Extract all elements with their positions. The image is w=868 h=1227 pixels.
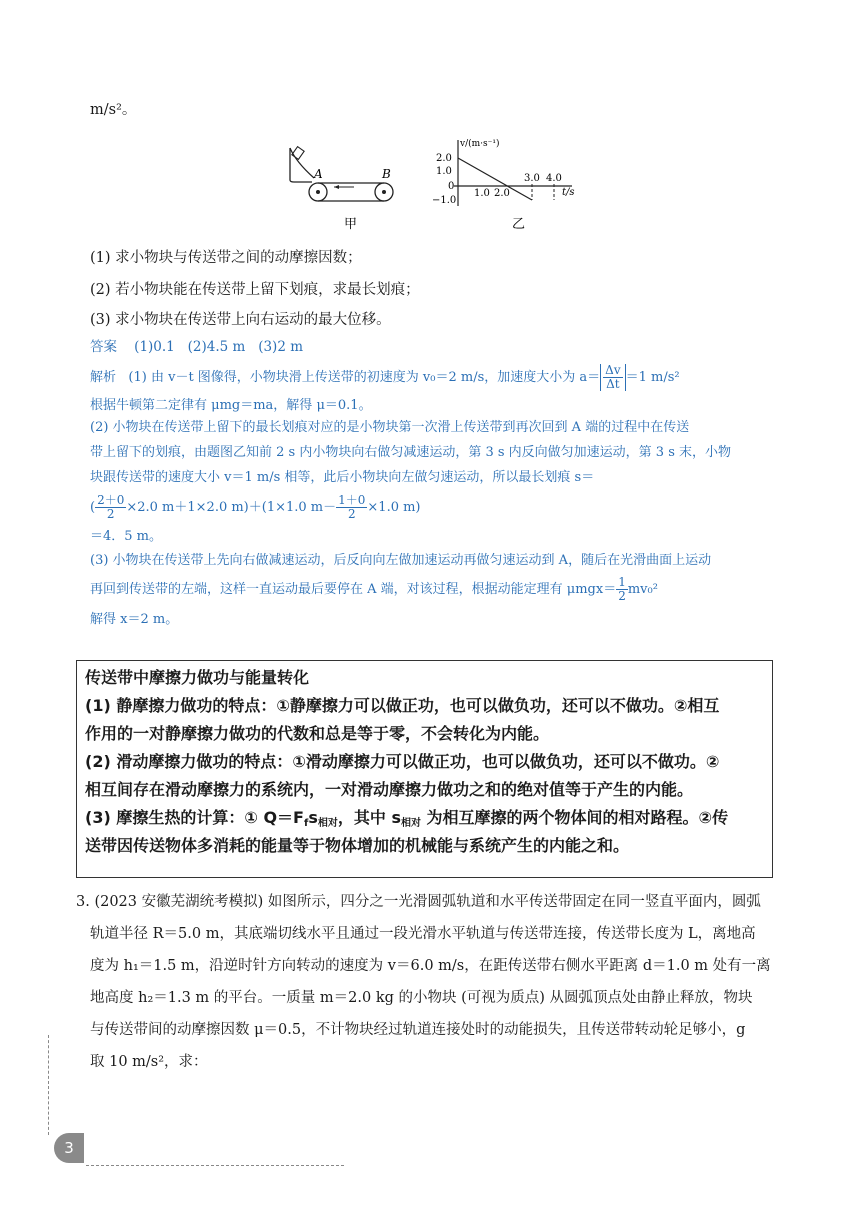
summary-line-6: 送带因传送物体多消耗的能量等于物体增加的机械能与系统产生的内能之和。: [85, 836, 630, 855]
x-tick-4: 4.0: [546, 173, 562, 184]
analysis-line-4: 带上留下的划痕，由题图乙知前 2 s 内小物块向右做匀减速运动，第 3 s 内反向做匀加速运动，第 3 s 末，小物: [90, 445, 732, 460]
question-1: (1) 求小物块与传送带之间的动摩擦因数；: [90, 250, 362, 266]
answer-label: 答案: [90, 339, 117, 355]
x-tick-1: 1.0: [474, 188, 490, 199]
y-tick-2: 2.0: [436, 153, 452, 164]
label-a: A: [314, 167, 323, 181]
answer-3: (3)2 m: [258, 339, 304, 355]
summary-line-1: (1) 静摩擦力做功的特点：①静摩擦力可以做正功，也可以做负功，还可以不做功。②相互: [85, 696, 720, 715]
x-tick-3: 3.0: [524, 173, 540, 184]
unit-text: m/s²。: [90, 102, 137, 118]
problem3-line-6: 取 10 m/s²，求：: [90, 1054, 208, 1070]
problem3-line-4: 地高度 h₂＝1.3 m 的平台。一质量 m＝2.0 kg 的小物块 (可视为质点) 从圆弧顶点处由静止释放，物块: [90, 990, 753, 1006]
footer-dashed-line: [86, 1165, 344, 1166]
figure-jia: [282, 140, 402, 232]
analysis-line-3: (2) 小物块在传送带上留下的最长划痕对应的是小物块第一次滑上传送带到再次回到 A 端的过程中在传送: [90, 420, 690, 435]
summary-line-5: (3) 摩擦生热的计算：① $Q=F_fs_{相对}$，其中 $s_{相对}$ 为相互摩擦的两个物体间的相对路程。②传: [85, 808, 729, 829]
summary-line-4: 相互间存在滑动摩擦力的系统内，一对滑动摩擦力做功之和的绝对值等于产生的内能。: [85, 780, 694, 799]
summary-line-2: 作用的一对静摩擦力做功的代数和总是等于零，不会转化为内能。: [85, 724, 550, 743]
y-tick-neg1: −1.0: [432, 195, 457, 206]
summary-line-3: (2) 滑动摩擦力做功的特点：①滑动摩擦力可以做正功，也可以做负功，还可以不做功。②: [85, 752, 720, 771]
t-axis-label: t/s: [562, 187, 575, 198]
page-number: 3: [54, 1133, 84, 1163]
answer-line: [90, 337, 303, 357]
analysis-line-8: (3) 小物块在传送带上先向右做减速运动，后反向向左做加速运动再做匀速运动到 A，随后在光滑曲面上运动: [90, 553, 712, 568]
margin-dashed-line: [48, 1035, 49, 1135]
question-3: (3) 求小物块在传送带上向右运动的最大位移。: [90, 312, 391, 328]
analysis-line-1: 解析 (1) 由 v－t 图像得，小物块滑上传送带的初速度为 v₀＝2 m/s，加速度大小为 a＝ $\frac{\Delta v}{\Delta t}$ ＝1 m/s²: [90, 363, 680, 391]
summary-box: [76, 660, 773, 878]
problem3-line-5: 与传送带间的动摩擦因数 μ＝0.5，不计物块经过轨道连接处时的动能损失，且传送带转动轮足够小，g: [90, 1022, 746, 1038]
analysis-label: 解析: [90, 370, 117, 385]
question-2: (2) 若小物块能在传送带上留下划痕，求最长划痕；: [90, 282, 420, 298]
y-tick-0: 0: [448, 181, 455, 192]
analysis-line-10: 解得 x＝2 m。: [90, 612, 179, 627]
caption-jia: 甲: [344, 217, 358, 232]
caption-yi: 乙: [512, 217, 526, 232]
problem3-line-2: 轨道半径 R＝5.0 m，其底端切线水平且通过一段光滑水平轨道与传送带连接，传送带长度为 L，离地高: [90, 926, 756, 942]
summary-title: 传送带中摩擦力做功与能量转化: [85, 668, 310, 687]
problem3-line-3: 度为 h₁＝1.5 m，沿逆时针方向转动的速度为 v＝6.0 m/s，在距传送带右侧水平距离 d＝1.0 m 处有一离: [90, 958, 771, 974]
analysis-line-6: ( $\frac{2+0}{2}$ ×2.0 m＋1×2.0 m)＋(1×1.0 m－ $\frac{1+0}{2}$ ×1.0 m): [90, 493, 421, 521]
analysis-line-2: 根据牛顿第二定律有 μmg＝ma，解得 μ＝0.1。: [90, 398, 372, 413]
block: [292, 147, 304, 160]
analysis-line-7: ＝4．5 m。: [90, 529, 163, 544]
analysis-line-9: 再回到传送带的左端，这样一直运动最后要停在 A 端，对该过程，根据动能定理有 μmgx＝ $\frac{1}{2}$ mv₀²: [90, 575, 658, 603]
v-axis-label: v/(m·s⁻¹): [460, 139, 500, 149]
label-b: B: [382, 167, 391, 181]
problem3-line-1: 3. (2023 安徽芜湖统考模拟) 如图所示，四分之一光滑圆弧轨道和水平传送带固定在同一竖直平面内，圆弧: [76, 894, 761, 910]
answer-1: (1)0.1: [134, 339, 175, 355]
figure-yi: [432, 136, 592, 232]
y-tick-1: 1.0: [436, 166, 452, 177]
x-tick-2: 2.0: [494, 188, 510, 199]
answer-2: (2)4.5 m: [187, 339, 246, 355]
analysis-line-5: 块跟传送带的速度大小 v＝1 m/s 相等，此后小物块向左做匀速运动，所以最长划痕 s＝: [90, 470, 595, 485]
